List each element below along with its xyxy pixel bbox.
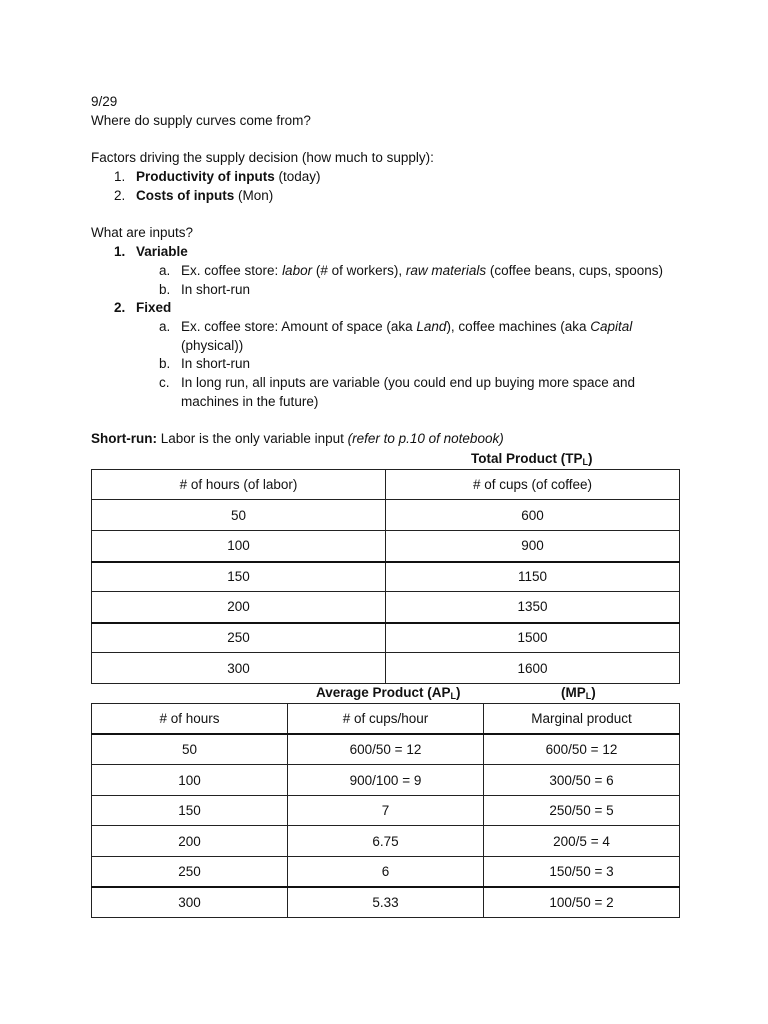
- cell-cups: 1600: [386, 653, 680, 684]
- product-table: [91, 703, 680, 918]
- marginal-product-title-sub: L: [585, 691, 592, 701]
- cell-cups: 600: [386, 500, 680, 531]
- cell-hours: 150: [92, 796, 288, 826]
- marginal-product-title-main: (MP: [561, 685, 586, 700]
- cell-hours: 300: [92, 887, 288, 918]
- fixed-a-part1: Ex. coffee store: Amount of space (aka: [181, 319, 417, 334]
- variable-a-labor: labor: [282, 263, 313, 278]
- factor-item-2-num: 2.: [114, 188, 126, 203]
- header-cups-per-hour: # of cups/hour: [288, 704, 484, 734]
- cell-hours: 100: [92, 531, 386, 562]
- cell-average-product: 6: [288, 857, 484, 887]
- shortrun-note: (refer to p.10 of notebook): [347, 431, 504, 446]
- average-product-title-main: Average Product (AP: [316, 685, 451, 700]
- cell-hours: 200: [92, 826, 288, 857]
- shortrun-line: [91, 429, 504, 448]
- fixed-c-marker: c.: [159, 375, 170, 390]
- marginal-product-title-end: ): [591, 685, 596, 700]
- cell-hours: 100: [92, 765, 288, 796]
- fixed-b-text: In short-run: [181, 356, 251, 371]
- table-row: [92, 887, 680, 918]
- cell-average-product: 900/100 = 9: [288, 765, 484, 796]
- cell-hours: 50: [92, 500, 386, 531]
- fixed-a-part3: ), coffee machines (aka: [446, 319, 591, 334]
- factor-item-1-rest: (today): [274, 169, 321, 184]
- cell-marginal-product: 200/5 = 4: [484, 826, 680, 857]
- variable-b-marker: b.: [159, 282, 171, 297]
- cell-hours: 250: [92, 857, 288, 887]
- cell-cups: 1350: [386, 592, 680, 623]
- variable-a-part5: (coffee beans, cups, spoons): [486, 263, 664, 278]
- cell-cups: 900: [386, 531, 680, 562]
- cell-marginal-product: 150/50 = 3: [484, 857, 680, 887]
- factor-item-1-bold: Productivity of inputs: [136, 169, 275, 184]
- cell-hours: 150: [92, 562, 386, 592]
- variable-a-part3: (# of workers),: [312, 263, 406, 278]
- factor-item-2-rest: (Mon): [234, 188, 274, 203]
- date-line: 9/29: [91, 94, 118, 109]
- fixed-c-line2: machines in the future): [181, 394, 319, 409]
- variable-a-raw-materials: raw materials: [405, 263, 487, 278]
- cell-hours: 200: [92, 592, 386, 623]
- factor-item-1: [136, 167, 321, 186]
- table-row: [92, 857, 680, 887]
- average-product-title: [316, 683, 461, 702]
- table-row: [92, 623, 680, 653]
- cell-marginal-product: 300/50 = 6: [484, 765, 680, 796]
- total-product-table: [91, 469, 680, 684]
- total-product-title-main: Total Product (TP: [471, 451, 583, 466]
- table-row: [92, 765, 680, 796]
- cell-average-product: 5.33: [288, 887, 484, 918]
- average-product-title-sub: L: [450, 691, 457, 701]
- inputs-heading: What are inputs?: [91, 225, 194, 240]
- cell-marginal-product: 100/50 = 2: [484, 887, 680, 918]
- table-row: [92, 562, 680, 592]
- cell-marginal-product: 250/50 = 5: [484, 796, 680, 826]
- table-row: [92, 734, 680, 765]
- table-row: [92, 826, 680, 857]
- variable-num: 1.: [114, 244, 126, 259]
- cell-hours: 250: [92, 623, 386, 653]
- cell-cups: 1500: [386, 623, 680, 653]
- fixed-a-marker: a.: [159, 319, 171, 334]
- factor-item-2: [136, 186, 273, 205]
- cell-marginal-product: 600/50 = 12: [484, 734, 680, 765]
- header-hours: # of hours: [92, 704, 288, 734]
- factor-item-1-num: 1.: [114, 169, 126, 184]
- total-product-title-end: ): [588, 451, 593, 466]
- fixed-b-marker: b.: [159, 356, 171, 371]
- cell-average-product: 7: [288, 796, 484, 826]
- fixed-title: Fixed: [136, 300, 172, 315]
- fixed-a-capital: Capital: [590, 319, 633, 334]
- table-row: [92, 531, 680, 562]
- cell-cups: 1150: [386, 562, 680, 592]
- header-hours-labor: # of hours (of labor): [92, 470, 386, 500]
- table-row: [92, 653, 680, 684]
- factors-heading: Factors driving the supply decision (how much to supply):: [91, 150, 434, 165]
- fixed-c-line1: In long run, all inputs are variable (you could end up buying more space and: [181, 375, 636, 390]
- variable-a-text: [181, 261, 663, 280]
- variable-a-part1: Ex. coffee store:: [181, 263, 283, 278]
- variable-a-marker: a.: [159, 263, 171, 278]
- fixed-a-line2: (physical)): [181, 338, 244, 353]
- table-row: [92, 592, 680, 623]
- shortrun-label: Short-run:: [91, 431, 157, 446]
- total-product-title-sub: L: [582, 457, 588, 467]
- shortrun-text: Labor is the only variable input: [156, 431, 348, 446]
- table-header-row: [92, 704, 680, 734]
- variable-title: Variable: [136, 244, 188, 259]
- question-line: Where do supply curves come from?: [91, 113, 311, 128]
- average-product-title-end: ): [456, 685, 461, 700]
- marginal-product-title: [561, 683, 596, 702]
- header-marginal-product: Marginal product: [484, 704, 680, 734]
- table-row: [92, 500, 680, 531]
- cell-average-product: 6.75: [288, 826, 484, 857]
- total-product-title: [471, 449, 593, 468]
- factor-item-2-bold: Costs of inputs: [136, 188, 235, 203]
- fixed-a-land: Land: [416, 319, 447, 334]
- header-cups-coffee: # of cups (of coffee): [386, 470, 680, 500]
- cell-hours: 300: [92, 653, 386, 684]
- fixed-a-text: [181, 317, 632, 336]
- table-header-row: [92, 470, 680, 500]
- cell-average-product: 600/50 = 12: [288, 734, 484, 765]
- cell-hours: 50: [92, 734, 288, 765]
- table-row: [92, 796, 680, 826]
- fixed-num: 2.: [114, 300, 126, 315]
- variable-b-text: In short-run: [181, 282, 251, 297]
